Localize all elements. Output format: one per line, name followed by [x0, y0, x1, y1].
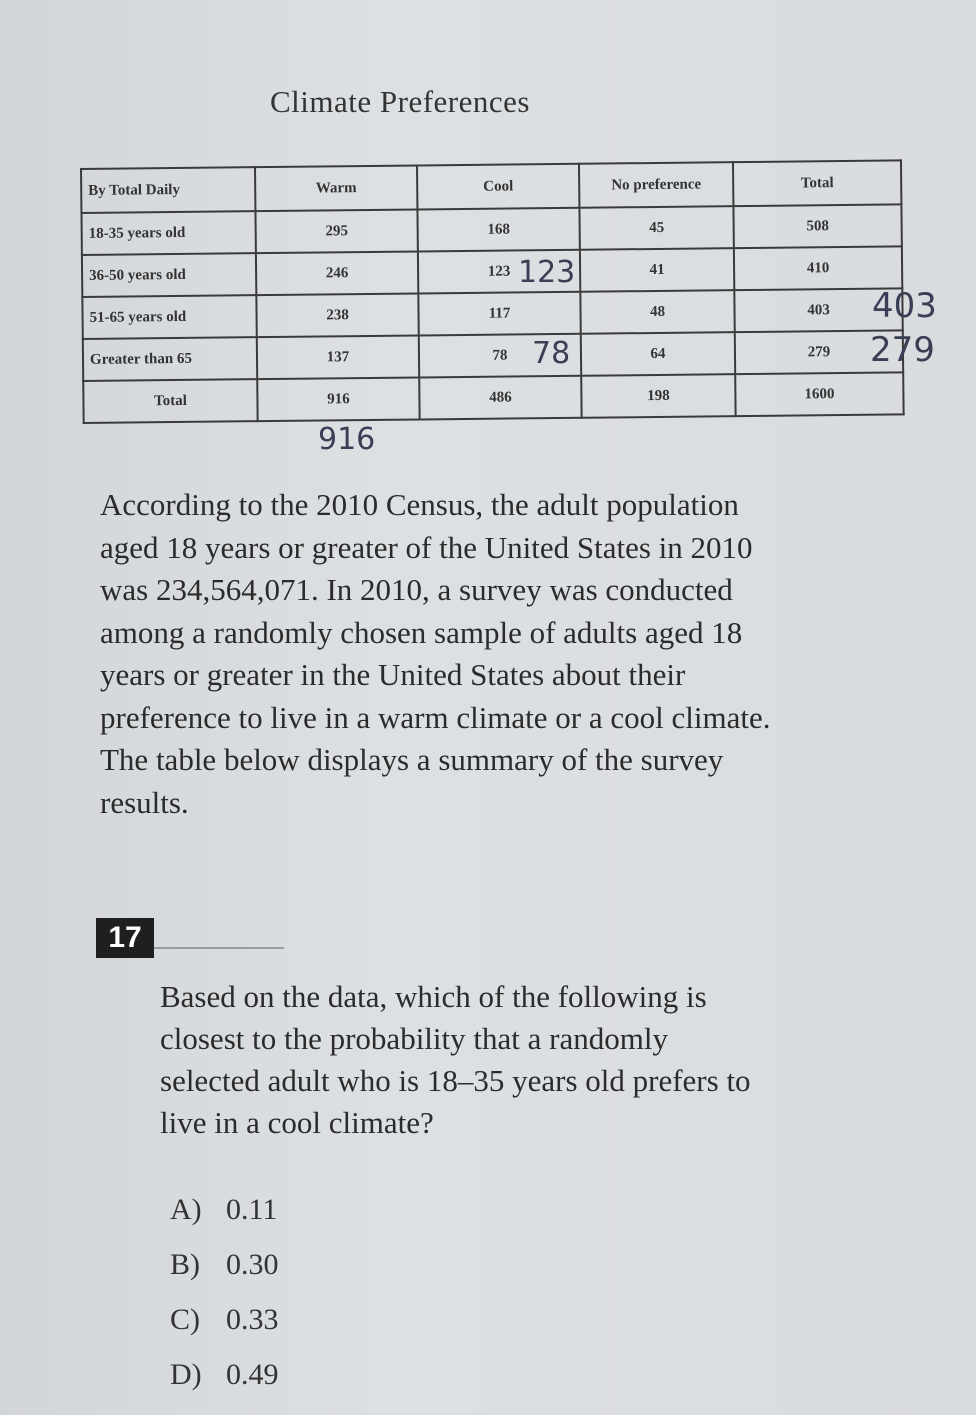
- handwritten-cool-36-50: 123: [518, 255, 576, 290]
- question-text: [160, 976, 880, 1144]
- question-line: live in a cool climate?: [160, 1105, 434, 1140]
- cell-total: 403: [734, 288, 902, 332]
- choice-value: 0.11: [226, 1193, 278, 1226]
- intro-line: was 234,564,071. In 2010, a survey was conducted: [100, 572, 733, 607]
- choice-value: 0.49: [226, 1358, 279, 1391]
- cell-no-preference: 64: [581, 332, 735, 376]
- table-title: Climate Preferences: [270, 84, 530, 119]
- table-total-row: [83, 372, 903, 423]
- cell-warm: 295: [255, 209, 417, 253]
- cell-cool: 123: [418, 250, 580, 294]
- row-label: Greater than 65: [83, 337, 257, 381]
- row-label: 51-65 years old: [82, 295, 256, 339]
- cell-grand-total: 1600: [735, 372, 903, 416]
- row-label: 36-50 years old: [82, 253, 256, 297]
- cell-total: 410: [734, 246, 902, 290]
- question-number-badge: 17: [96, 918, 154, 958]
- cell-cool-total: 486: [419, 376, 581, 420]
- handwritten-cool-65: 78: [532, 336, 571, 371]
- cell-no-preference: 48: [580, 290, 734, 334]
- answer-choice-c[interactable]: [170, 1303, 279, 1337]
- intro-paragraph: [100, 484, 900, 824]
- row-label: 18-35 years old: [81, 211, 255, 255]
- climate-preferences-table: [80, 159, 905, 424]
- question-line: Based on the data, which of the following is: [160, 979, 707, 1014]
- intro-line: results.: [100, 784, 189, 820]
- cell-cool: 117: [418, 292, 580, 336]
- intro-line: aged 18 years or greater of the United States in 2010: [100, 529, 753, 565]
- answer-choice-d[interactable]: [170, 1358, 279, 1392]
- answer-choice-b[interactable]: [170, 1248, 279, 1282]
- cell-cool: 168: [417, 208, 579, 252]
- question-line: closest to the probability that a randomly: [160, 1021, 668, 1056]
- cell-no-preference: 45: [579, 206, 733, 250]
- cell-cool: 78: [419, 334, 581, 378]
- cell-total: 279: [735, 330, 903, 374]
- intro-line: According to the 2010 Census, the adult population: [100, 487, 739, 522]
- question-line: selected adult who is 18–35 years old prefers to: [160, 1063, 751, 1098]
- choice-letter: C): [170, 1303, 200, 1336]
- choice-value: 0.30: [226, 1248, 279, 1281]
- row-label-total: Total: [83, 379, 257, 423]
- cell-no-preference: 41: [580, 248, 734, 292]
- intro-line: years or greater in the United States about their: [100, 657, 686, 692]
- header-cool: Cool: [417, 164, 579, 210]
- choice-letter: D): [170, 1358, 202, 1391]
- cell-total: 508: [733, 204, 901, 248]
- question-rule: [154, 947, 284, 949]
- choice-value: 0.33: [226, 1303, 279, 1336]
- intro-line: The table below displays a summary of the survey: [100, 742, 724, 777]
- intro-line: among a randomly chosen sample of adults aged 18: [100, 614, 743, 650]
- cell-warm: 238: [256, 293, 418, 337]
- handwritten-warm-total: 916: [318, 422, 376, 457]
- choice-letter: B): [170, 1248, 200, 1281]
- cell-warm: 137: [257, 335, 419, 379]
- intro-line: preference to live in a warm climate or a cool climate.: [100, 699, 771, 735]
- cell-no-preference-total: 198: [581, 374, 735, 418]
- header-warm: Warm: [255, 165, 417, 211]
- handwritten-total-51-65: 403: [872, 286, 937, 326]
- handwritten-total-65: 279: [870, 330, 935, 370]
- cell-warm-total: 916: [257, 377, 419, 421]
- header-total: Total: [733, 160, 901, 206]
- choice-letter: A): [170, 1193, 202, 1226]
- header-no-preference: No preference: [579, 162, 733, 208]
- cell-warm: 246: [256, 251, 418, 295]
- header-category: By Total Daily: [81, 167, 255, 213]
- answer-choice-a[interactable]: [170, 1193, 277, 1227]
